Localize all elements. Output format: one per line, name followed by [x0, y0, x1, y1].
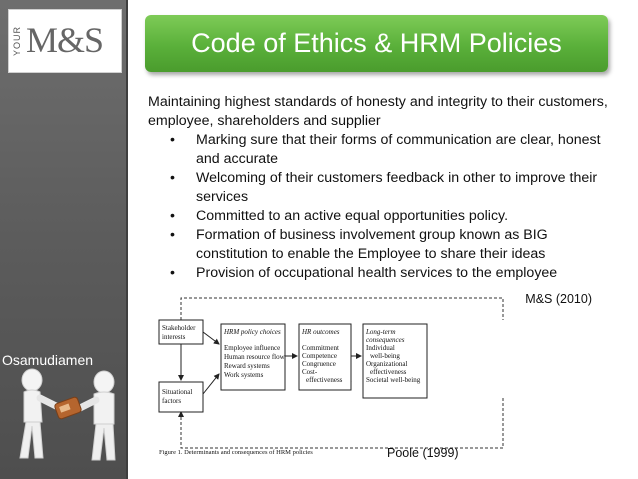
- stakeholder-label-2: interests: [162, 333, 186, 341]
- brand-logo: [8, 9, 122, 73]
- bullet-icon: •: [170, 227, 175, 243]
- citation-poole: Poole (1999): [387, 446, 459, 460]
- list-item-text: Committed to an active equal opportunities policy.: [196, 208, 509, 224]
- longterm-item: Organizational: [366, 360, 408, 368]
- outcomes-item: Congruence: [302, 360, 336, 368]
- longterm-title-1: Long-term: [366, 328, 396, 336]
- logo-your-text: YOUR: [12, 26, 22, 57]
- longterm-item: effectiveness: [370, 368, 407, 376]
- policy-item: Work systems: [224, 371, 264, 379]
- sidebar: [0, 0, 128, 479]
- policy-item: Employee influence: [224, 344, 281, 352]
- list-item: [170, 226, 618, 264]
- outcomes-item: effectiveness: [306, 376, 343, 384]
- bullet-icon: •: [170, 208, 175, 224]
- list-item: [170, 131, 618, 169]
- bullet-icon: •: [170, 265, 175, 281]
- longterm-item: well-being: [370, 352, 400, 360]
- list-item-text: Formation of business involvement group known as BIG constitution to enable the Employee to share their ideas: [196, 227, 548, 262]
- outcomes-title: HR outcomes: [302, 328, 340, 336]
- title-banner: [145, 15, 608, 72]
- slide-title: Code of Ethics & HRM Policies: [191, 28, 562, 58]
- diagram-caption: Figure 1. Determinants and consequences of HRM policies: [159, 449, 313, 456]
- list-item-text: Welcoming of their customers feedback in other to improve their services: [196, 170, 598, 205]
- list-item: [170, 207, 618, 226]
- stakeholder-box: [159, 320, 203, 344]
- long-term-box: [363, 324, 427, 398]
- policy-title: HRM policy choices: [224, 328, 281, 336]
- longterm-title-2: consequences: [366, 336, 405, 344]
- hr-outcomes-box: [299, 324, 351, 390]
- outcomes-item: Competence: [302, 352, 337, 360]
- policy-choices-box: [221, 324, 286, 390]
- situational-label-1: Situational: [162, 388, 193, 396]
- intro-text: Maintaining highest standards of honesty and integrity to their customers, employee, shareholders and supplier: [148, 94, 608, 129]
- logo-brand-text: M&S: [26, 20, 104, 60]
- handshake-figures-illustration: [10, 360, 128, 470]
- hrm-diagram: [147, 294, 567, 464]
- list-item-text: Marking sure that their forms of communication are clear, honest and accurate: [196, 132, 601, 167]
- longterm-item: Societal well-being: [366, 376, 421, 384]
- policy-item: Human resource flow: [224, 353, 285, 361]
- stakeholder-label-1: Stakeholder: [162, 324, 196, 332]
- list-item-text: Provision of occupational health services to the employee: [196, 265, 558, 281]
- policy-item: Reward systems: [224, 362, 270, 370]
- list-item: [170, 264, 618, 283]
- bullet-list: [148, 131, 618, 283]
- situational-label-2: factors: [162, 397, 182, 405]
- slide-body: [148, 93, 618, 283]
- bullet-icon: •: [170, 170, 175, 186]
- bullet-icon: •: [170, 132, 175, 148]
- situational-box: [159, 382, 203, 412]
- outcomes-item: Cost-: [302, 368, 318, 376]
- longterm-item: Individual: [366, 344, 395, 352]
- list-item: [170, 169, 618, 207]
- author-name: Osamudiamen: [2, 352, 94, 368]
- citation-ms: M&S (2010): [525, 292, 592, 306]
- outcomes-item: Commitment: [302, 344, 339, 352]
